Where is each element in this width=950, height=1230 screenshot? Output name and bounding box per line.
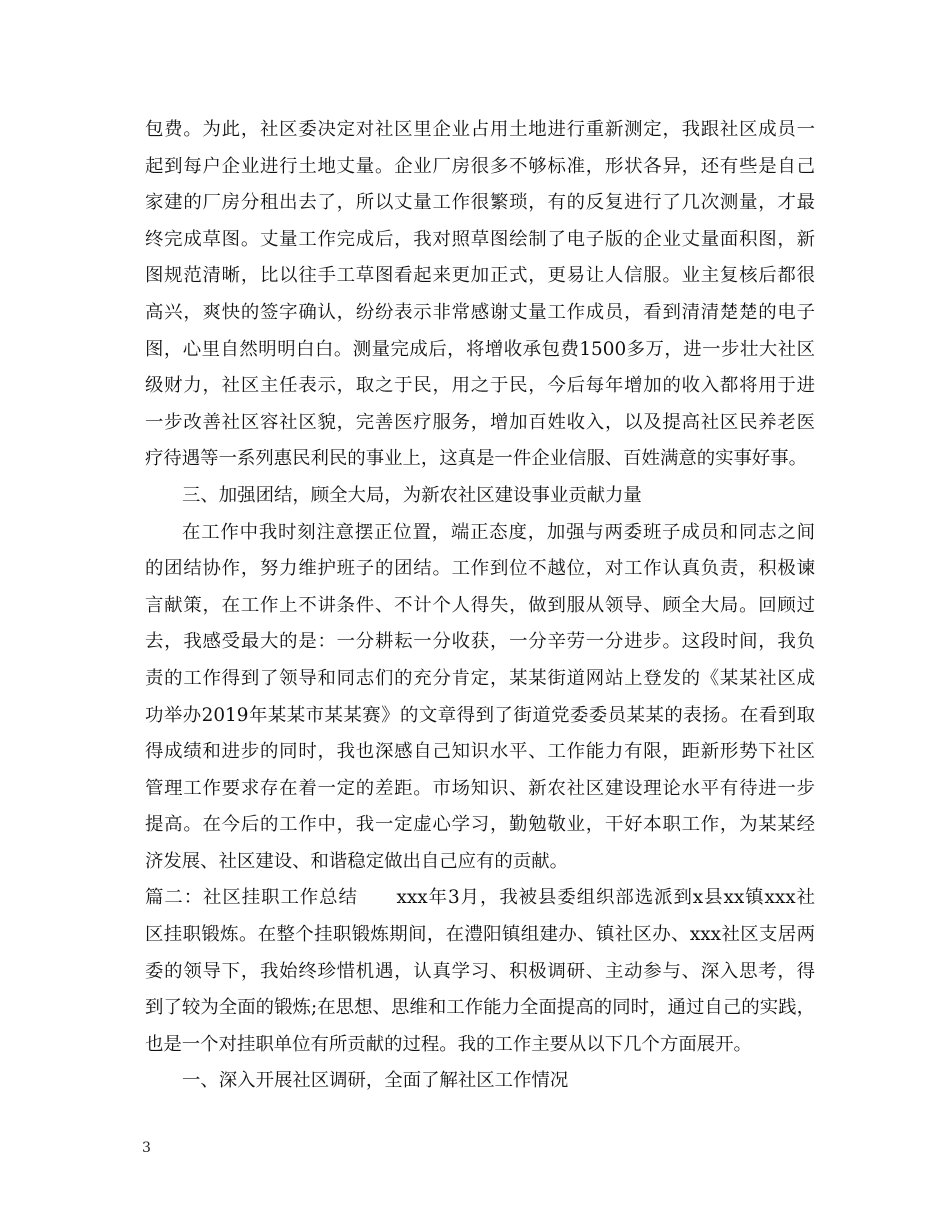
text-line: 到了较为全面的锻炼;在思想、思维和工作能力全面提高的同时，通过自己的实践， (145, 997, 815, 1019)
section-heading: 一、深入开展社区调研，全面了解社区工作情况 (182, 1070, 569, 1092)
text-line: 包费。为此，社区委决定对社区里企业占用土地进行重新测定，我跟社区成员一 (145, 119, 815, 140)
text-line: 功举办2019年某某市某某赛》的文章得到了街道党委委员某某的表扬。在看到取 (145, 704, 815, 726)
text-line: 高兴，爽快的签字确认，纷纷表示非常感谢丈量工作成员，看到清清楚楚的电子 (145, 301, 815, 323)
text-line: 区挂职锻炼。在整个挂职锻炼期间，在澧阳镇组建办、镇社区办、xxx社区支居两 (145, 924, 815, 946)
section-heading: 三、加强团结，顾全大局，为新农社区建设事业贡献力量 (182, 484, 642, 506)
text-line: 委的领导下，我始终珍惜机遇，认真学习、积极调研、主动参与、深入思考，得 (145, 960, 815, 982)
body-text (145, 112, 815, 1100)
page-number: 3 (142, 1140, 151, 1156)
text-line: 图，心里自然明明白白。测量完成后，将增收承包费1500多万，进一步壮大社区 (145, 338, 815, 360)
text-line: 的团结协作，努力维护班子的团结。工作到位不越位，对工作认真负责，积极谏 (145, 558, 815, 580)
text-line: 管理工作要求存在着一定的差距。市场知识、新农社区建设理论水平有待进一步 (145, 777, 815, 799)
text-line: 也是一个对挂职单位有所贡献的过程。我的工作主要从以下几个方面展开。 (145, 1033, 752, 1055)
text-line: 疗待遇等一系列惠民利民的事业上，这真是一件企业信服、百姓满意的实事好事。 (145, 448, 808, 470)
text-line: 家建的厂房分租出去了，所以丈量工作很繁琐，有的反复进行了几次测量，才最 (145, 192, 815, 214)
text-line: 去，我感受最大的是：一分耕耘一分收获，一分辛劳一分进步。这段时间，我负 (145, 631, 815, 653)
text-line: 济发展、社区建设、和谐稳定做出自己应有的贡献。 (145, 850, 568, 872)
text-line: 得成绩和进步的同时，我也深感自己知识水平、工作能力有限，距新形势下社区 (145, 741, 815, 763)
text-line: 在工作中我时刻注意摆正位置，端正态度，加强与两委班子成员和同志之间 (182, 521, 815, 543)
text-line: 责的工作得到了领导和同志们的充分肯定，某某街道网站上登发的《某某社区成 (145, 667, 815, 689)
text-line: 言献策，在工作上不讲条件、不计个人得失，做到服从领导、顾全大局。回顾过 (145, 594, 815, 616)
text-line: 提高。在今后的工作中，我一定虚心学习，勤勉敬业，干好本职工作，为某某经 (145, 814, 815, 836)
text-line: 终完成草图。丈量工作完成后，我对照草图绘制了电子版的企业丈量面积图，新 (145, 228, 815, 250)
text-line: 篇二：社区挂职工作总结 xxx年3月，我被县委组织部选派到x县xx镇xxx社 (145, 887, 815, 909)
text-line: 级财力，社区主任表示，取之于民，用之于民，今后每年增加的收入都将用于进 (145, 375, 815, 397)
text-line: 图规范清晰，比以往手工草图看起来更加正式，更易让人信服。业主复核后都很 (145, 265, 815, 287)
text-line: 一步改善社区容社区貌，完善医疗服务，增加百姓收入，以及提高社区民养老医 (145, 411, 815, 433)
text-line: 起到每户企业进行土地丈量。企业厂房很多不够标准，形状各异，还有些是自己 (145, 155, 815, 177)
